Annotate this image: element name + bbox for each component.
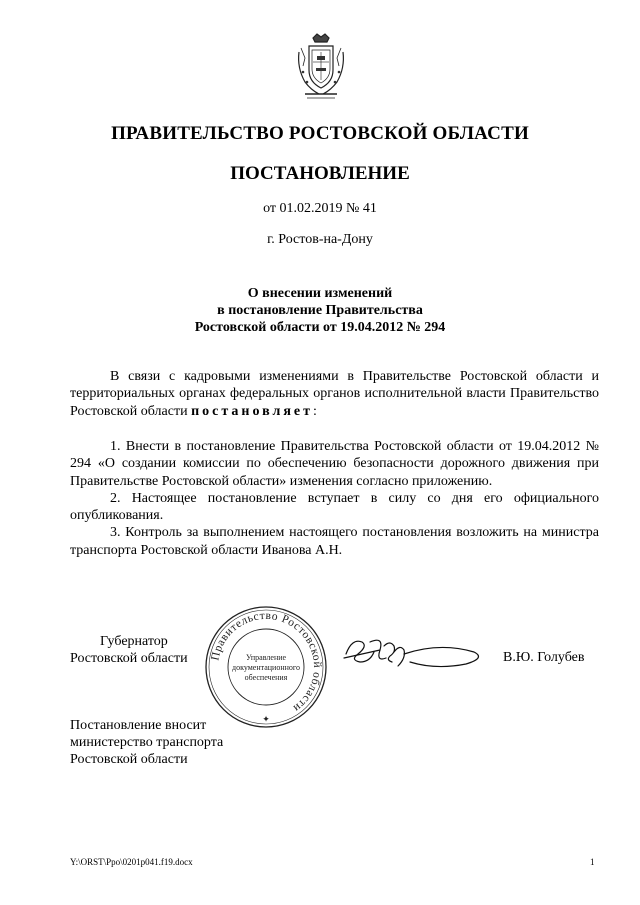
seal-center-text: обеспечения bbox=[244, 673, 288, 682]
signatory-name: В.Ю. Голубев bbox=[503, 650, 585, 665]
signatory-position bbox=[70, 633, 188, 667]
position-line: Ростовской области bbox=[70, 651, 188, 666]
organization-title: ПРАВИТЕЛЬСТВО РОСТОВСКОЙ ОБЛАСТИ bbox=[111, 123, 529, 144]
seal-center-text: документационного bbox=[232, 663, 300, 672]
decree-item: 2. Настоящее постановление вступает в силу со дня его официального опубликования. bbox=[70, 490, 599, 524]
decree-item: 3. Контроль за выполнением настоящего постановления возложить на министра транспорта Ростовской области Иванова А.Н. bbox=[70, 525, 599, 558]
official-seal-icon bbox=[204, 605, 328, 729]
subject-line: О внесении изменений bbox=[247, 286, 393, 301]
position-line: Губернатор bbox=[100, 634, 168, 649]
subject-line: в постановление Правительства bbox=[217, 303, 423, 318]
handwritten-signature-icon bbox=[340, 632, 490, 674]
page-number: 1 bbox=[590, 857, 595, 867]
subject-line: Ростовской области от 19.04.2012 № 294 bbox=[194, 320, 446, 335]
decree-word: постановляет bbox=[191, 403, 314, 419]
introduced-by bbox=[70, 717, 223, 768]
introduced-line: Постановление вносит bbox=[70, 718, 207, 733]
document-type: ПОСТАНОВЛЕНИЕ bbox=[230, 163, 410, 184]
decree-item: 1. Внести в постановление Правительства Ростовской области от 19.04.2012 № 294 «О создании комиссии по обеспечению безопасности дорожного движения при Правительстве Ростовской области» изменения согласно приложению. bbox=[70, 439, 599, 489]
seal-center-text: Управление bbox=[245, 653, 287, 662]
document-subject bbox=[0, 285, 640, 336]
preamble-text: В связи с кадровыми изменениями в Правительстве Ростовской области и территориальных органах федеральных органов исполнительной власти Правительство Ростовской области bbox=[70, 369, 599, 419]
introduced-line: Ростовской области bbox=[70, 752, 188, 767]
seal-ring-text: Правительство Ростовской области bbox=[209, 609, 324, 715]
svg-text:✦: ✦ bbox=[262, 714, 270, 724]
footer-file-path: Y:\ORST\Ppo\0201p041.f19.docx bbox=[70, 857, 193, 867]
introduced-line: министерство транспорта bbox=[70, 735, 224, 750]
preamble-end: : bbox=[313, 403, 317, 419]
coat-of-arms-icon bbox=[293, 32, 349, 102]
decree-items bbox=[70, 438, 599, 559]
date-and-number: от 01.02.2019 № 41 bbox=[263, 201, 377, 216]
city: г. Ростов-на-Дону bbox=[267, 232, 373, 247]
preamble bbox=[70, 368, 599, 420]
